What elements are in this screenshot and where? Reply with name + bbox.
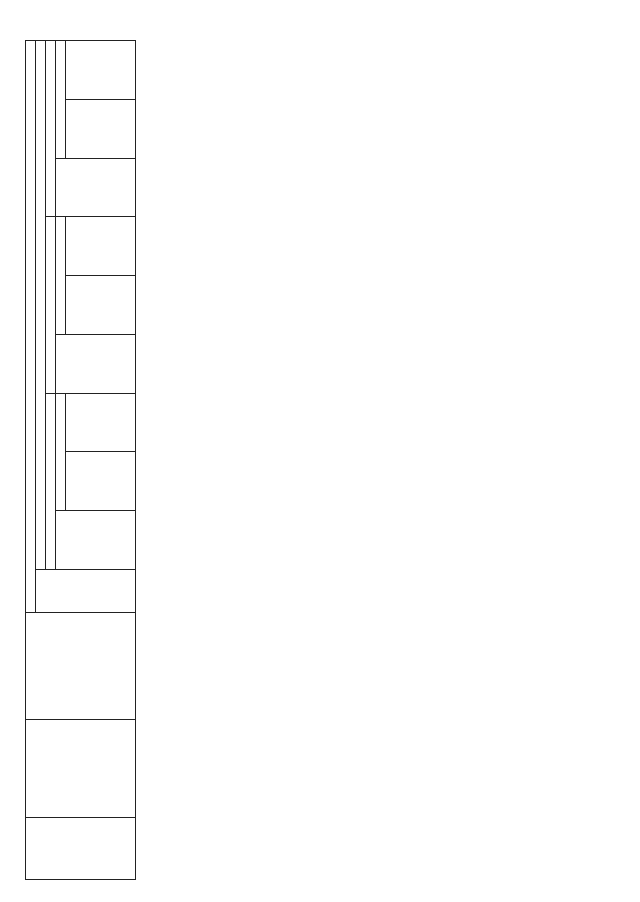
header-y2-reg [66, 217, 136, 276]
header-y2-sources [56, 217, 66, 335]
header-y1-fed [66, 452, 136, 511]
header-y3-reg [66, 41, 136, 100]
header-y1-all [56, 511, 136, 570]
header-year-2016 [46, 41, 56, 217]
header-expenses-sub [36, 41, 46, 570]
header-executor [26, 612, 136, 719]
header-y1-sources [56, 393, 66, 511]
budget-table [25, 40, 136, 880]
header-year-2014 [46, 393, 56, 569]
header-year-2015 [46, 217, 56, 393]
header-total [36, 570, 136, 613]
header-program-name [26, 719, 136, 817]
header-y2-fed [66, 276, 136, 335]
header-y3-sources [56, 41, 66, 159]
header-status [26, 818, 136, 880]
header-y3-all [56, 158, 136, 217]
header-expenses-title [26, 41, 36, 613]
header-y3-fed [66, 99, 136, 158]
header-y2-all [56, 334, 136, 393]
header-y1-reg [66, 393, 136, 452]
